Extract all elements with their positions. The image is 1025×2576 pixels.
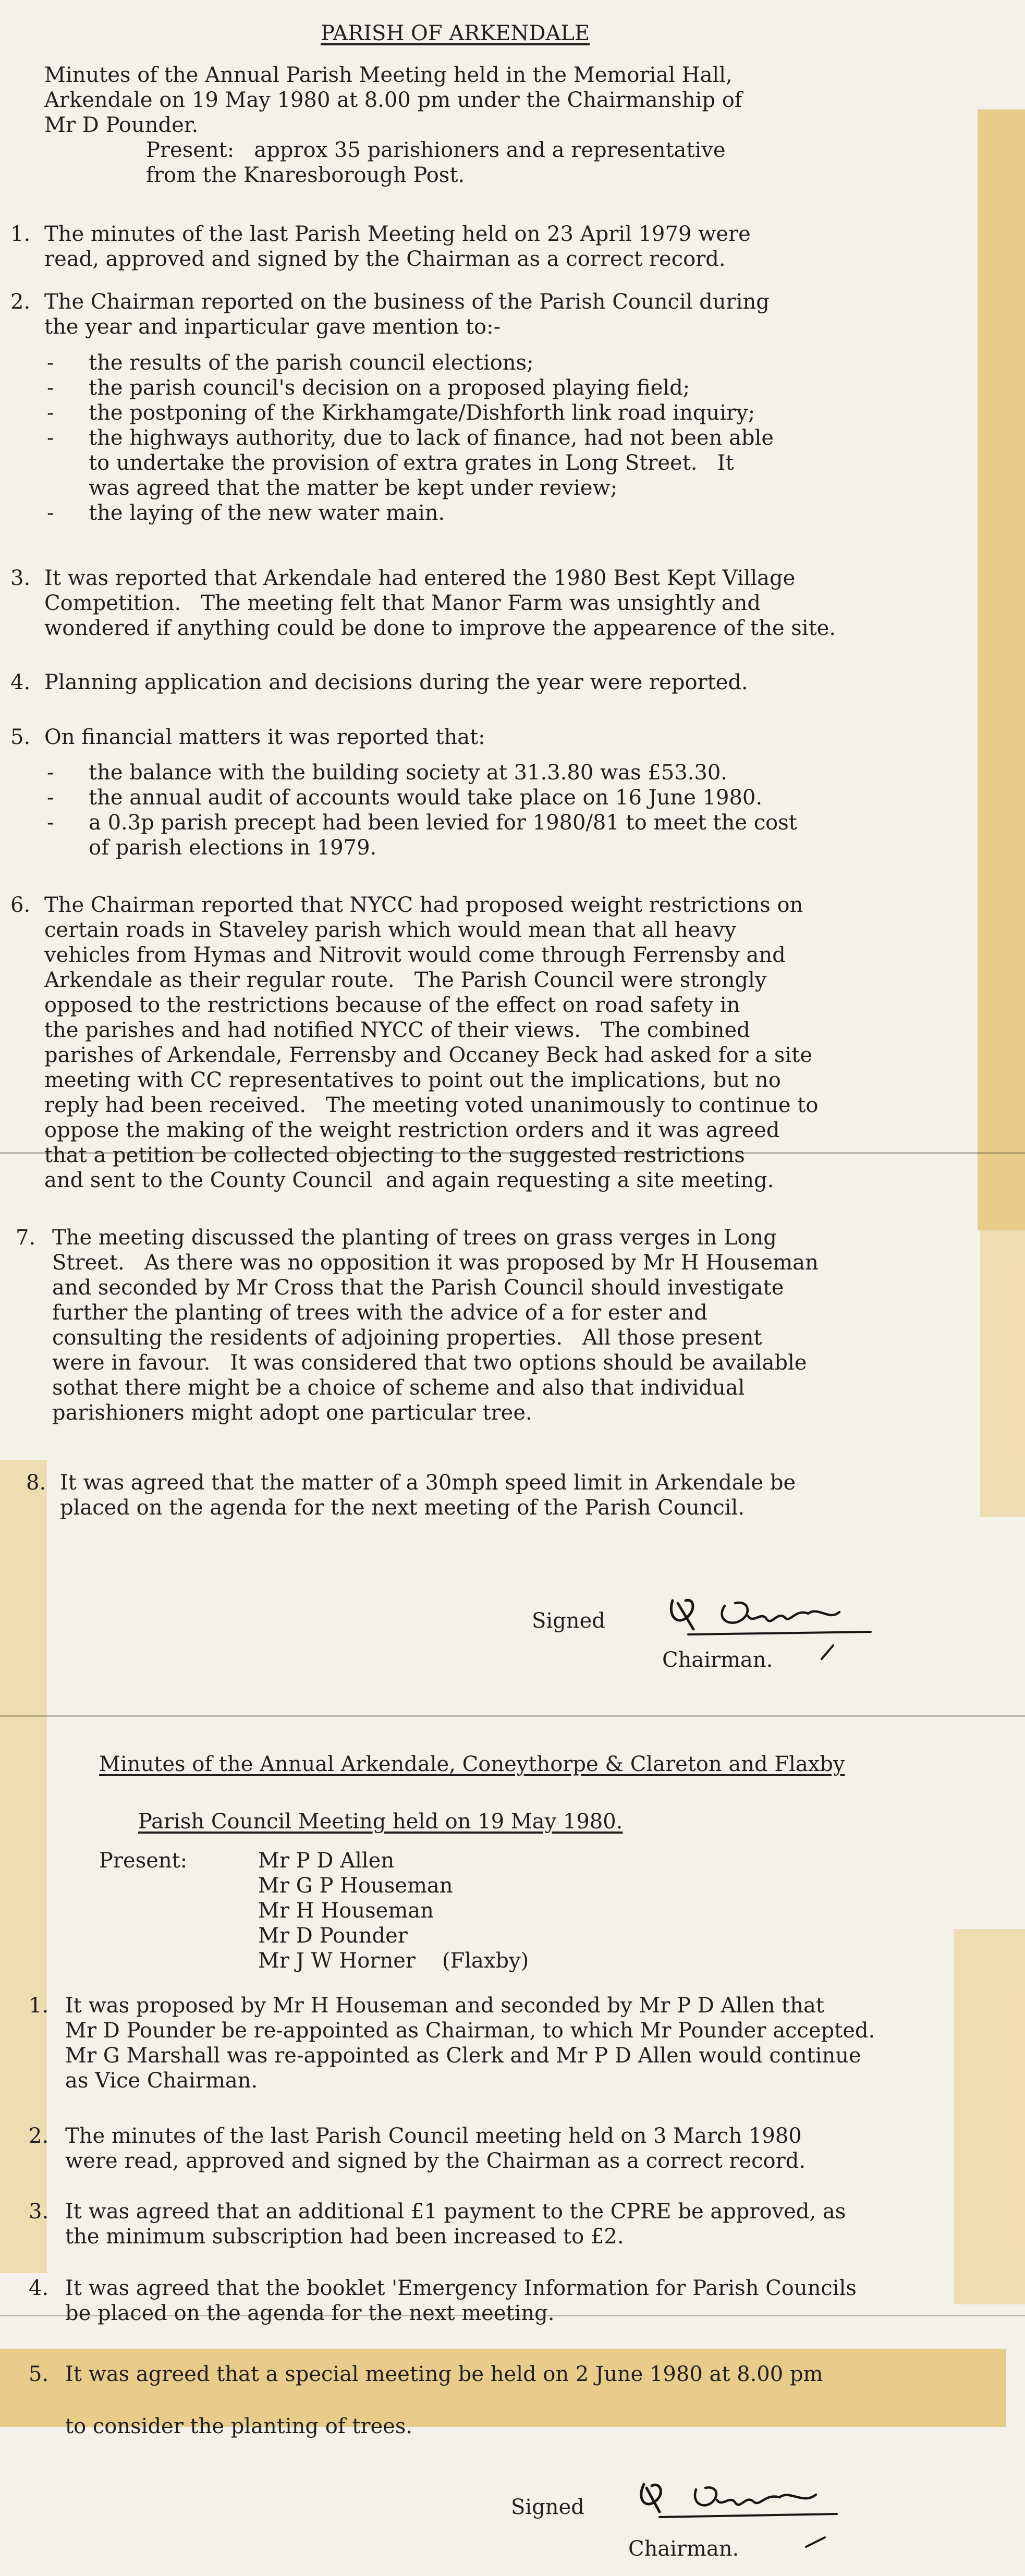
item-line: that a petition be collected objecting to the suggested restrictions xyxy=(44,1143,745,1167)
intro-line: Minutes of the Annual Parish Meeting held in the Memorial Hall, xyxy=(44,63,733,87)
item-line: the parishes and had notified NYCC of their views. The combined xyxy=(44,1018,750,1042)
item-line: were read, approved and signed by the Chairman as a correct record. xyxy=(65,2149,806,2173)
item-line: be placed on the agenda for the next meeting. xyxy=(65,2301,555,2325)
intro-line: Mr D Pounder. xyxy=(44,113,199,137)
chairman-signature xyxy=(623,2466,842,2523)
item-number: 5. xyxy=(29,2362,49,2386)
bullet-line: to undertake the provision of extra grates in Long Street. It xyxy=(89,451,734,475)
item-line: The Chairman reported that NYCC had proposed weight restrictions on xyxy=(44,893,803,917)
item-line: The Chairman reported on the business of the Parish Council during xyxy=(44,290,770,314)
item-line: Planning application and decisions during the year were reported. xyxy=(44,670,748,694)
chairman-label: Chairman. xyxy=(628,2537,739,2561)
attendee: Mr H Houseman xyxy=(258,1899,434,1923)
item-line: meeting with CC representatives to point out the implications, but no xyxy=(44,1068,781,1092)
bullet-line: a 0.3p parish precept had been levied for 1980/81 to meet the cost xyxy=(89,811,797,835)
bullet-dash: - xyxy=(47,426,54,450)
item-number: 7. xyxy=(16,1226,36,1250)
council-title-line: Minutes of the Annual Arkendale, Coneythorpe & Clareton and Flaxby xyxy=(99,1752,845,1776)
item-number: 6. xyxy=(10,893,31,917)
item-line: further the planting of trees with the advice of a for ester and xyxy=(52,1301,707,1325)
item-number: 8. xyxy=(26,1471,46,1495)
signed-label: Signed xyxy=(511,2495,584,2519)
attendee: Mr J W Horner (Flaxby) xyxy=(258,1949,529,1973)
item-line: It was reported that Arkendale had entered the 1980 Best Kept Village xyxy=(44,566,796,590)
item-number: 2. xyxy=(29,2124,49,2148)
council-title-line: Parish Council Meeting held on 19 May 1980. xyxy=(138,1810,623,1834)
signature-tick xyxy=(803,2531,829,2552)
item-number: 2. xyxy=(10,290,31,314)
item-line: as Vice Chairman. xyxy=(65,2069,258,2093)
signed-label: Signed xyxy=(532,1609,605,1633)
bullet-dash: - xyxy=(47,811,54,835)
document-title: PARISH OF ARKENDALE xyxy=(321,21,590,45)
attendee: Mr D Pounder xyxy=(258,1924,408,1948)
item-number: 4. xyxy=(10,670,31,694)
tape-strip-right-bottom xyxy=(954,1929,1025,2304)
intro-line: Arkendale on 19 May 1980 at 8.00 pm under the Chairmanship of xyxy=(44,88,742,112)
bullet-line: the results of the parish council elections; xyxy=(89,351,534,375)
chairman-signature xyxy=(657,1580,876,1642)
item-line: It was agreed that an additional £1 payment to the CPRE be approved, as xyxy=(65,2200,846,2224)
attendee: Mr P D Allen xyxy=(258,1849,395,1873)
tape-strip-right-mid xyxy=(980,1230,1025,1517)
item-line: the year and inparticular gave mention to:- xyxy=(44,315,501,339)
item-number: 1. xyxy=(10,222,31,246)
item-line: consulting the residents of adjoining properties. All those present xyxy=(52,1326,762,1350)
item-line: parishes of Arkendale, Ferrensby and Occaney Beck had asked for a site xyxy=(44,1043,812,1067)
item-line: Competition. The meeting felt that Manor Farm was unsightly and xyxy=(44,591,761,615)
present-line: Present: approx 35 parishioners and a representative xyxy=(146,138,726,162)
bullet-line: the annual audit of accounts would take place on 16 June 1980. xyxy=(89,786,763,810)
chairman-label: Chairman. xyxy=(662,1648,773,1672)
item-line: It was agreed that the booklet 'Emergency Information for Parish Councils xyxy=(65,2276,857,2300)
item-line: and sent to the County Council and again requesting a site meeting. xyxy=(44,1168,774,1192)
item-line: were in favour. It was considered that two options should be available xyxy=(52,1351,807,1375)
present-line: from the Knaresborough Post. xyxy=(146,163,465,187)
item-line: and seconded by Mr Cross that the Parish Council should investigate xyxy=(52,1276,784,1300)
item-line: certain roads in Staveley parish which would mean that all heavy xyxy=(44,918,737,942)
bullet-dash: - xyxy=(47,351,54,375)
item-line: parishioners might adopt one particular tree. xyxy=(52,1401,532,1425)
present-label: Present: xyxy=(99,1849,188,1873)
item-line: It was agreed that a special meeting be held on 2 June 1980 at 8.00 pm xyxy=(65,2362,823,2386)
bullet-line: of parish elections in 1979. xyxy=(89,836,377,860)
item-line: sothat there might be a choice of scheme and also that individual xyxy=(52,1376,745,1400)
item-line: On financial matters it was reported that: xyxy=(44,725,485,749)
bullet-dash: - xyxy=(47,376,54,400)
bullet-line: the balance with the building society at 31.3.80 was £53.30. xyxy=(89,761,727,785)
item-number: 5. xyxy=(10,725,31,749)
item-number: 4. xyxy=(29,2276,49,2300)
item-line: The meeting discussed the planting of trees on grass verges in Long xyxy=(52,1226,777,1250)
item-line: vehicles from Hymas and Nitrovit would come through Ferrensby and xyxy=(44,943,786,967)
item-number: 3. xyxy=(29,2200,49,2224)
signature-tick xyxy=(817,1642,838,1663)
item-line: to consider the planting of trees. xyxy=(65,2414,413,2438)
item-number: 1. xyxy=(29,1994,49,2018)
bullet-line: the laying of the new water main. xyxy=(89,501,445,525)
bullet-dash: - xyxy=(47,401,54,425)
bullet-line: was agreed that the matter be kept under review; xyxy=(89,476,618,500)
tape-strip-left-mid xyxy=(0,1460,47,2273)
bullet-dash: - xyxy=(47,501,54,525)
item-number: 3. xyxy=(10,566,31,590)
bullet-line: the parish council's decision on a proposed playing field; xyxy=(89,376,690,400)
item-line: oppose the making of the weight restriction orders and it was agreed xyxy=(44,1118,780,1142)
item-line: Mr D Pounder be re-appointed as Chairman, to which Mr Pounder accepted. xyxy=(65,2019,875,2043)
item-line: It was agreed that the matter of a 30mph speed limit in Arkendale be xyxy=(60,1471,796,1495)
tape-strip-right-top xyxy=(978,109,1025,1230)
item-line: The minutes of the last Parish Meeting held on 23 April 1979 were xyxy=(44,222,751,246)
item-line: the minimum subscription had been increased to £2. xyxy=(65,2225,624,2249)
bullet-dash: - xyxy=(47,761,54,785)
bullet-line: the highways authority, due to lack of finance, had not been able xyxy=(89,426,774,450)
bullet-line: the postponing of the Kirkhamgate/Dishforth link road inquiry; xyxy=(89,401,755,425)
seam-line xyxy=(0,1715,1025,1717)
item-line: Mr G Marshall was re-appointed as Clerk and Mr P D Allen would continue xyxy=(65,2044,861,2068)
item-line: wondered if anything could be done to improve the appearence of the site. xyxy=(44,616,836,640)
item-line: The minutes of the last Parish Council meeting held on 3 March 1980 xyxy=(65,2124,802,2148)
item-line: opposed to the restrictions because of the effect on road safety in xyxy=(44,993,740,1017)
item-line: Street. As there was no opposition it was proposed by Mr H Houseman xyxy=(52,1251,819,1275)
item-line: read, approved and signed by the Chairman as a correct record. xyxy=(44,247,726,271)
item-line: reply had been received. The meeting voted unanimously to continue to xyxy=(44,1093,819,1117)
item-line: placed on the agenda for the next meeting of the Parish Council. xyxy=(60,1496,745,1520)
item-line: It was proposed by Mr H Houseman and seconded by Mr P D Allen that xyxy=(65,1994,824,2018)
item-line: Arkendale as their regular route. The Parish Council were strongly xyxy=(44,968,767,992)
bullet-dash: - xyxy=(47,786,54,810)
attendee: Mr G P Houseman xyxy=(258,1874,453,1898)
